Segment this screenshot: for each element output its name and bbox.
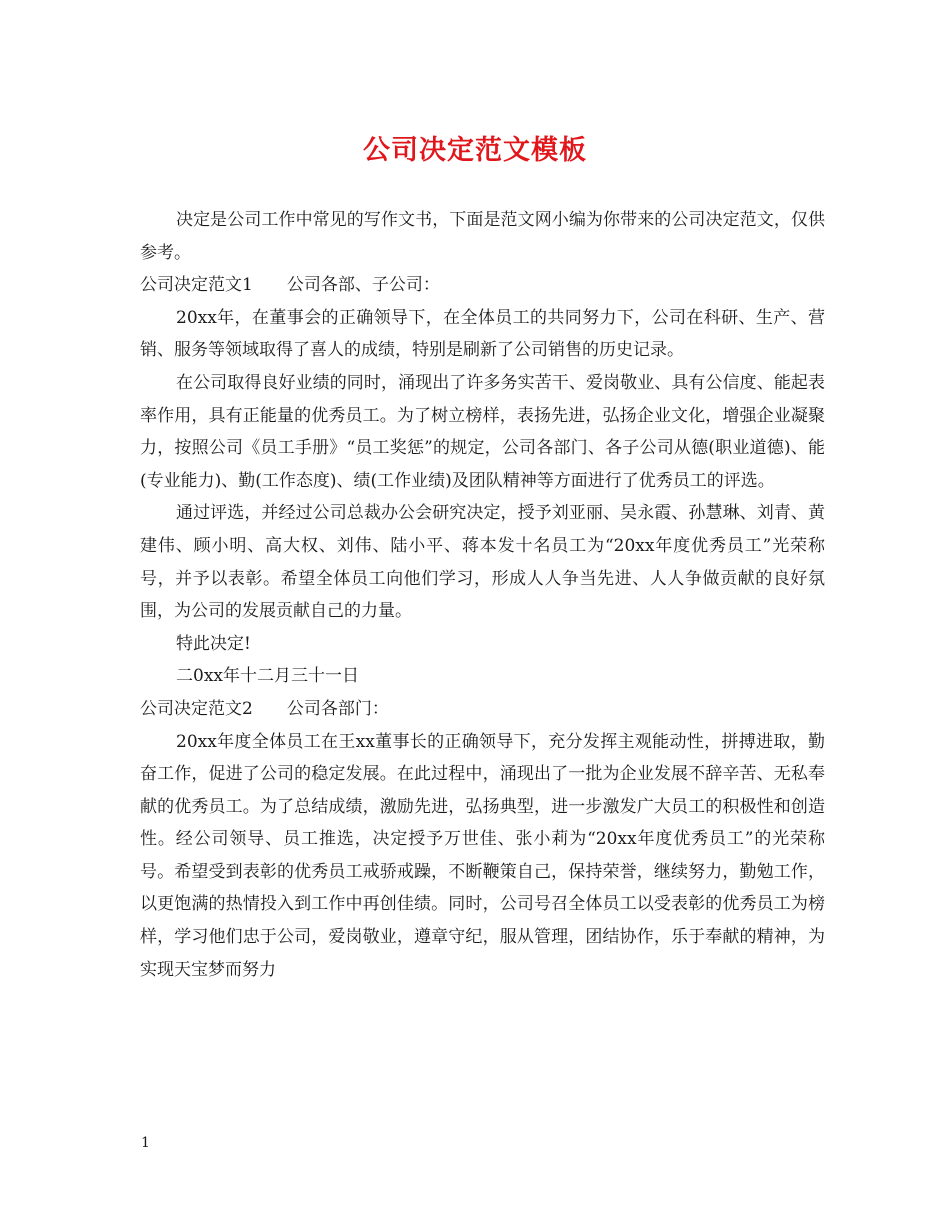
- sample-1-paragraph-2: 在公司取得良好业绩的同时，涌现出了许多务实苦干、爱岗敬业、具有公信度、能起表率作用，具有正能量的优秀员工。为了树立榜样，表扬先进，弘扬企业文化，增强企业凝聚力，按照公司《员工手册》“员工奖惩”的规定，公司各部门、各子公司从德(职业道德)、能(专业能力)、勤(工作态度)、绩(工作业绩)及团队精神等方面进行了优秀员工的评选。: [140, 372, 825, 491]
- sample-1-closing: 特此决定!: [176, 633, 251, 654]
- sample-1-paragraph-1: 20xx年，在董事会的正确领导下，在全体员工的共同努力下，公司在科研、生产、营销、服务等领域取得了喜人的成绩，特别是刷新了公司销售的历史记录。: [140, 307, 825, 361]
- page-number: 1: [141, 1135, 150, 1151]
- sample-1-date: 二0xx年十二月三十一日: [176, 666, 359, 687]
- sample-2-paragraph-1: 20xx年度全体员工在王xx董事长的正确领导下，充分发挥主观能动性，拼搏进取，勤奋工作，促进了公司的稳定发展。在此过程中，涌现出了一批为企业发展不辞辛苦、无私奉献的优秀员工。为了总结成绩，激励先进，弘扬典型，进一步激发广大员工的积极性和创造性。经公司领导、员工推选，决定授予万世佳、张小莉为“20xx年度优秀员工”的光荣称号。希望受到表彰的优秀员工戒骄戒躁，不断鞭策自己，保持荣誉，继续努力，勤勉工作，以更饱满的热情投入到工作中再创佳绩。同时，公司号召全体员工以受表彰的优秀员工为榜样，学习他们忠于公司，爱岗敬业，遵章守纪，服从管理，团结协作，乐于奉献的精神，为实现天宝梦而努力: [140, 731, 825, 980]
- sample-1-heading: 公司决定范文1 公司各部、子公司：: [140, 275, 440, 296]
- sample-2-heading: 公司决定范文2 公司各部门：: [140, 698, 389, 719]
- document-body: [140, 204, 825, 986]
- sample-1-paragraph-3: 通过评选，并经过公司总裁办公会研究决定，授予刘亚丽、吴永霞、孙慧琳、刘青、黄建伟、顾小明、高大权、刘伟、陆小平、蒋本发十名员工为“20xx年度优秀员工”光荣称号，并予以表彰。希望全体员工向他们学习，形成人人争当先进、人人争做贡献的良好氛围，为公司的发展贡献自己的力量。: [140, 503, 825, 622]
- intro-paragraph: 决定是公司工作中常见的写作文书，下面是范文网小编为你带来的公司决定范文，仅供参考。: [140, 210, 825, 263]
- document-title: 公司决定范文模板: [363, 135, 587, 166]
